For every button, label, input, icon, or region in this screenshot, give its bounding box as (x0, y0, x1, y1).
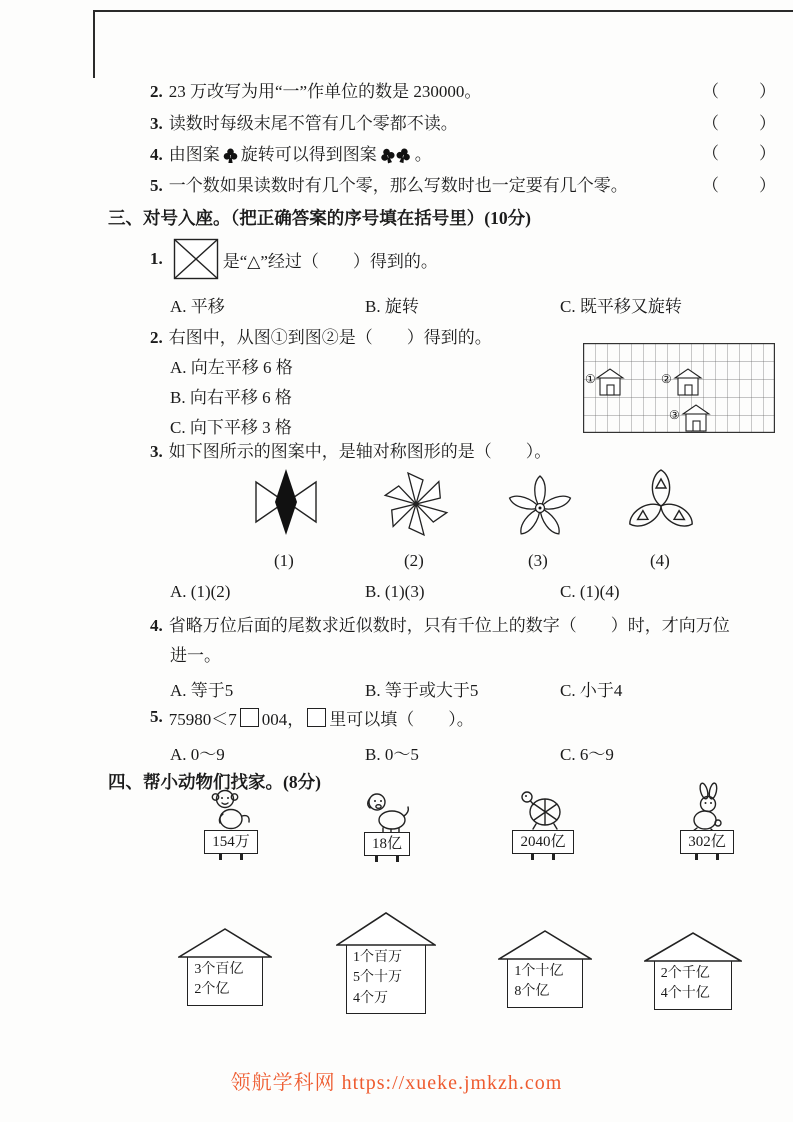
house-roof (644, 932, 742, 962)
answer-bracket: （ ） (702, 82, 778, 101)
question-number: 3. (150, 114, 163, 133)
rabbit-icon (684, 782, 730, 832)
judge-item-3 (150, 112, 458, 136)
option-b: B. 旋转 (365, 297, 419, 316)
question-number: 3. (150, 442, 163, 461)
sign-legs (498, 854, 588, 860)
dog-icon (362, 788, 412, 834)
question-text: 旋转可以得到图案 (240, 145, 377, 164)
site-footer: 领航学科网 https://xueke.jmkzh.com (230, 1072, 563, 1094)
number-sign (364, 832, 410, 856)
option-b: B. (1)(3) (365, 582, 425, 601)
translation-grid-figure (583, 343, 775, 433)
sign-legs (342, 856, 432, 862)
grid-label-3: ③ (669, 408, 680, 422)
question-3 (150, 440, 551, 464)
page-border-top (93, 10, 793, 12)
question-text: 。 (414, 145, 432, 164)
question-text: 004， (261, 709, 305, 729)
option-c: C. 既平移又旋转 (560, 297, 682, 316)
question-number: 5. (150, 176, 163, 195)
figure-label-2: (2) (404, 551, 424, 570)
answer-bracket: （ ） (702, 144, 778, 163)
question-4 (150, 614, 730, 638)
rotated-leaves-icon (380, 146, 412, 164)
section-three-title: 三、对号入座。（把正确答案的序号填在括号里）(10分) (108, 208, 531, 228)
section-four-title: 四、帮小动物们找家。(8分) (108, 772, 321, 792)
option-c: C. (1)(4) (560, 582, 620, 601)
question-text: 由图案 (168, 145, 220, 164)
option-c: C. 小于4 (560, 681, 623, 700)
house-1 (178, 928, 272, 1006)
house-line: 3个百亿 (194, 962, 244, 977)
page-border-left (93, 10, 95, 78)
house-line: 1个十亿 (514, 964, 564, 979)
house-line: 4个十亿 (660, 986, 710, 1002)
question-number: 1. (150, 249, 163, 268)
house-line: 2个亿 (194, 982, 230, 998)
house-line: 8个亿 (514, 984, 550, 1000)
house-roof (498, 930, 592, 960)
house-text (187, 957, 262, 1006)
grid-label-1: ① (585, 372, 596, 386)
sign-value: 2040亿 (520, 834, 566, 850)
question-text: 23 万改写为用“一”作单位的数是 230000。 (168, 82, 482, 101)
symmetry-figure-2 (380, 468, 452, 540)
option-b: B. 向右平移 6 格 (170, 388, 292, 407)
number-sign (512, 830, 573, 854)
question-text: 75980＜7 (168, 709, 237, 729)
question-text: 右图中，从图①到图②是（ ）得到的。 (168, 328, 492, 347)
number-sign (204, 830, 258, 854)
question-2 (150, 326, 492, 350)
animal-group-monkey (186, 786, 276, 860)
house-roof (178, 928, 272, 958)
figure-label-3: (3) (528, 551, 548, 570)
question-1 (150, 236, 438, 282)
animal-group-dog (342, 788, 432, 862)
sign-value: 154万 (212, 834, 250, 850)
house-line: 5个十万 (353, 970, 402, 986)
house-text (654, 961, 732, 1010)
symmetry-figure-4 (626, 466, 696, 540)
question-1-options (0, 292, 793, 316)
question-4-continued: 进一。 (170, 646, 221, 665)
judge-item-2 (150, 80, 481, 104)
figure-label-4: (4) (650, 551, 670, 570)
house-3 (498, 930, 592, 1008)
turtle-icon (517, 786, 569, 832)
sign-value: 18亿 (371, 836, 402, 852)
house-text (507, 959, 582, 1008)
animal-group-rabbit (662, 782, 752, 860)
house-line: 1个百万 (353, 950, 402, 965)
house-4 (644, 932, 742, 1010)
sign-legs (662, 854, 752, 860)
sign-value: 302亿 (688, 834, 726, 850)
question-number: 2. (150, 328, 163, 347)
option-c: C. 向下平移 3 格 (170, 418, 292, 437)
option-c: C. 6～9 (560, 745, 614, 764)
question-4-options (0, 676, 793, 700)
pinwheel-figure (173, 238, 219, 280)
judge-item-4 (150, 142, 432, 168)
question-number: 4. (150, 145, 163, 164)
animal-group-turtle (498, 786, 588, 860)
number-sign (680, 830, 734, 854)
question-5-options (0, 740, 793, 764)
symmetry-figure-3 (508, 470, 572, 542)
question-text: 读数时每级末尾不管有几个零都不读。 (168, 114, 458, 133)
house-line: 4个万 (353, 990, 388, 1006)
option-a: A. (1)(2) (170, 582, 231, 601)
blank-box (240, 708, 259, 727)
answer-bracket: （ ） (702, 176, 778, 195)
house-2 (336, 912, 436, 1014)
symmetry-figure-1 (253, 466, 319, 538)
pattern-leaf-icon (223, 147, 238, 163)
house-roof (336, 912, 436, 946)
question-number: 4. (150, 616, 163, 635)
question-number: 5. (150, 707, 163, 726)
blank-box (307, 708, 326, 727)
question-text: 里可以填（ ）。 (329, 709, 474, 729)
monkey-icon (206, 786, 256, 832)
option-a: A. 平移 (170, 297, 225, 316)
question-text: 一个数如果读数时有几个零，那么写数时也一定要有几个零。 (168, 176, 628, 195)
question-5 (150, 704, 474, 730)
figure-label-1: (1) (274, 551, 294, 570)
judge-item-5 (150, 174, 628, 198)
option-b: B. 0～5 (365, 745, 419, 764)
option-b: B. 等于或大于5 (365, 681, 479, 700)
question-text: 省略万位后面的尾数求近似数时，只有千位上的数字（ ）时，才向万位 (168, 616, 730, 635)
sign-legs (186, 854, 276, 860)
option-a: A. 0～9 (170, 745, 225, 764)
question-text: 是“△”经过（ ）得到的。 (222, 251, 438, 271)
answer-bracket: （ ） (702, 114, 778, 133)
question-3-options (0, 582, 793, 606)
house-text (346, 945, 426, 1014)
option-a: A. 向左平移 6 格 (170, 358, 293, 377)
option-a: A. 等于5 (170, 681, 234, 700)
grid-label-2: ② (661, 372, 672, 386)
house-line: 2个千亿 (660, 966, 710, 981)
question-number: 2. (150, 82, 163, 101)
question-text: 如下图所示的图案中，是轴对称图形的是（ ）。 (168, 442, 552, 461)
